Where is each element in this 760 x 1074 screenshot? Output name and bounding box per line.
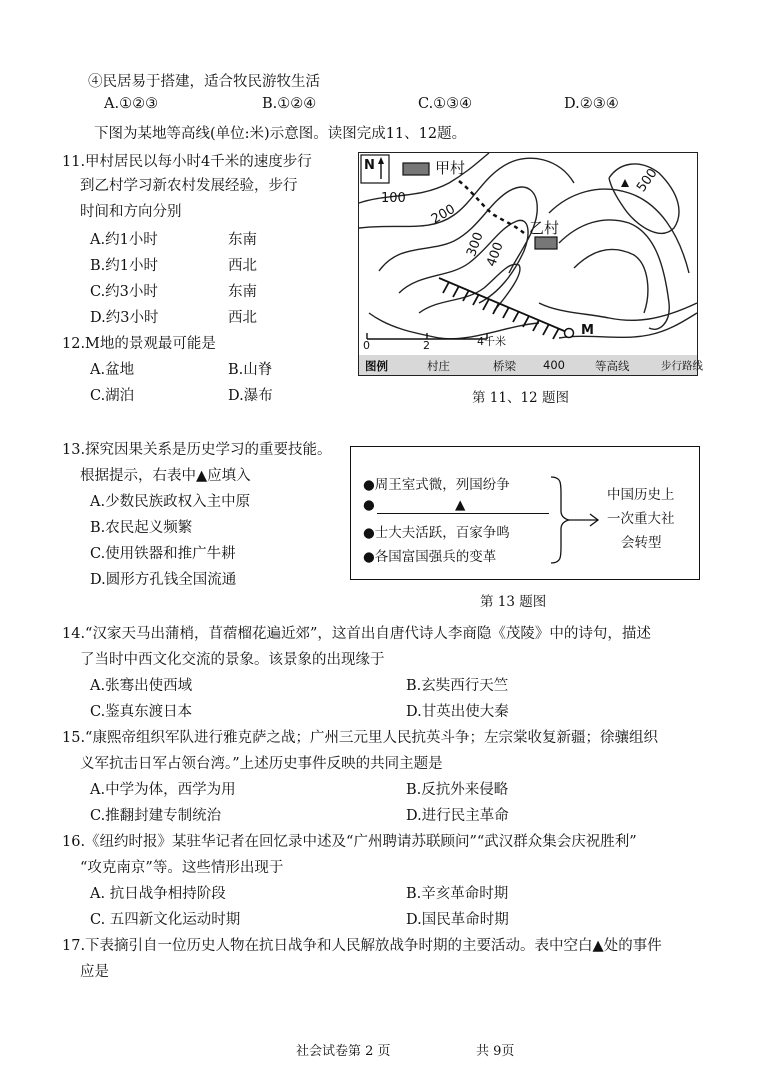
q11-option-c: C.约3小时 [90, 284, 158, 300]
q13-item-1: ●周王室式微，列国纷争 [363, 477, 510, 493]
q11-option-b-dir: 西北 [228, 258, 257, 274]
q12-option-a: A.盆地 [90, 362, 135, 378]
contour-400: 400 [484, 240, 507, 269]
q14-stem-1: 14.“汉家天马出蒲梢，苜蓿榴花遍近郊”，这首出自唐代诗人李商隐《茂陵》中的诗句，描述 [62, 626, 651, 642]
q14-option-b: B.玄奘西行天竺 [406, 678, 509, 694]
q12-option-b: B.山脊 [228, 362, 273, 378]
q12-option-c: C.湖泊 [90, 388, 135, 404]
q13-option-a: A.少数民族政权入主中原 [90, 494, 251, 510]
q13-diagram [350, 446, 700, 580]
q11-option-a-dir: 东南 [228, 232, 257, 248]
north-label: N [364, 158, 375, 173]
q16-option-d: D.国民革命时期 [406, 912, 509, 928]
q13-stem-2: 根据提示，右表中▲应填入 [80, 468, 251, 484]
q13-blank-line [377, 513, 549, 514]
q10-option-a: A.①②③ [104, 96, 159, 112]
contour-200: 200 [428, 201, 458, 228]
footer-total: 共 9页 [476, 1044, 515, 1059]
map-legend [359, 355, 703, 375]
q13-item-4: ●各国富国强兵的变革 [363, 549, 497, 565]
q14-option-c: C.鉴真东渡日本 [90, 704, 193, 720]
q13-blank-triangle: ▲ [455, 497, 466, 513]
q11-option-b: B.约1小时 [90, 258, 158, 274]
q13-result-1: 中国历史上 [607, 487, 675, 503]
scale-0: 0 [363, 339, 370, 352]
village-b-label: 乙村 [529, 219, 560, 237]
q16-option-c: C. 五四新文化运动时期 [90, 912, 241, 928]
contour-map [358, 152, 703, 376]
q10-option-b: B.①②④ [262, 96, 317, 112]
q13-caption: 第 13 题图 [480, 594, 547, 610]
q15-option-b: B.反抗外来侵略 [406, 782, 509, 798]
q15-option-d: D.进行民主革命 [406, 808, 509, 824]
q16-stem-1: 16.《纽约时报》某驻华记者在回忆录中述及“广州聘请苏联顾问”“武汉群众集会庆祝胜利” [62, 834, 637, 850]
legend-route: 步行路线 [661, 360, 703, 372]
q14-option-d: D.甘英出使大秦 [406, 704, 509, 720]
q10-option-d: D.②③④ [564, 96, 619, 112]
q16-option-b: B.辛亥革命时期 [406, 886, 509, 902]
contour-300: 300 [464, 230, 487, 259]
q15-stem-1: 15.“康熙帝组织军队进行雅克萨之战；广州三元里人民抗英斗争；左宗棠收复新疆；徐骧组织 [62, 730, 658, 746]
contour-100: 100 [381, 191, 406, 206]
q13-result-3: 会转型 [621, 535, 662, 551]
q15-stem-2: 义军抗击日军占领台湾。”上述历史事件反映的共同主题是 [80, 756, 443, 772]
q15-option-c: C.推翻封建专制统治 [90, 808, 222, 824]
q10-item4: ④民居易于搭建，适合牧民游牧生活 [88, 74, 320, 90]
q14-stem-2: 了当时中西文化交流的景象。该景象的出现缘于 [80, 652, 385, 668]
q13-option-c: C.使用铁器和推广牛耕 [90, 546, 236, 562]
point-m-label: M [581, 323, 594, 338]
village-a-label: 甲村 [435, 159, 466, 177]
q13-item-3: ●士大夫活跃，百家争鸣 [363, 525, 510, 541]
q13-brace-arrow [547, 473, 607, 567]
q16-stem-2: “攻克南京”等。这些情形出现于 [80, 860, 284, 876]
q17-stem-2: 应是 [80, 964, 109, 980]
q13-stem-1: 13.探究因果关系是历史学习的重要技能。 [62, 442, 332, 458]
q13-option-d: D.圆形方孔钱全国流通 [90, 572, 237, 588]
q11-stem-2: 到乙村学习新农村发展经验，步行 [80, 178, 298, 194]
q11-option-c-dir: 东南 [228, 284, 257, 300]
q11-option-d-dir: 西北 [228, 310, 257, 326]
q15-option-a: A.中学为体，西学为用 [90, 782, 236, 798]
q11-option-d: D.约3小时 [90, 310, 159, 326]
q14-option-a: A.张骞出使西域 [90, 678, 193, 694]
q13-item-2-bullet: ● [363, 497, 375, 513]
footer-page: 社会试卷第 2 页 [296, 1044, 391, 1059]
q11-stem-3: 时间和方向分别 [80, 204, 182, 220]
contour-500: 500 [634, 166, 661, 195]
q12-option-d: D.瀑布 [228, 388, 273, 404]
legend-contour: 等高线 [595, 359, 630, 373]
q16-option-a: A. 抗日战争相持阶段 [90, 886, 226, 902]
legend-bridge: 桥梁 [493, 359, 516, 373]
legend-contour-value: 400 [543, 358, 565, 372]
q12-stem: 12.M地的景观最可能是 [62, 336, 216, 352]
q10-option-c: C.①③④ [418, 96, 473, 112]
q13-result-2: 一次重大社 [607, 511, 675, 527]
scale-4: 4千米 [477, 335, 506, 348]
q11-option-a: A.约1小时 [90, 232, 158, 248]
legend-village: 村庄 [427, 359, 450, 373]
q17-stem-1: 17.下表摘引自一位历史人物在抗日战争和人民解放战争时期的主要活动。表中空白▲处的事件 [62, 938, 662, 954]
map-caption: 第 11、12 题图 [472, 390, 569, 406]
q11-stem-1: 11.甲村居民以每小时4千米的速度步行 [62, 154, 312, 170]
legend-title: 图例 [365, 359, 388, 373]
map-intro: 下图为某地等高线(单位:米)示意图。读图完成11、12题。 [94, 126, 467, 142]
scale-2: 2 [423, 339, 430, 352]
q13-option-b: B.农民起义频繁 [90, 520, 193, 536]
